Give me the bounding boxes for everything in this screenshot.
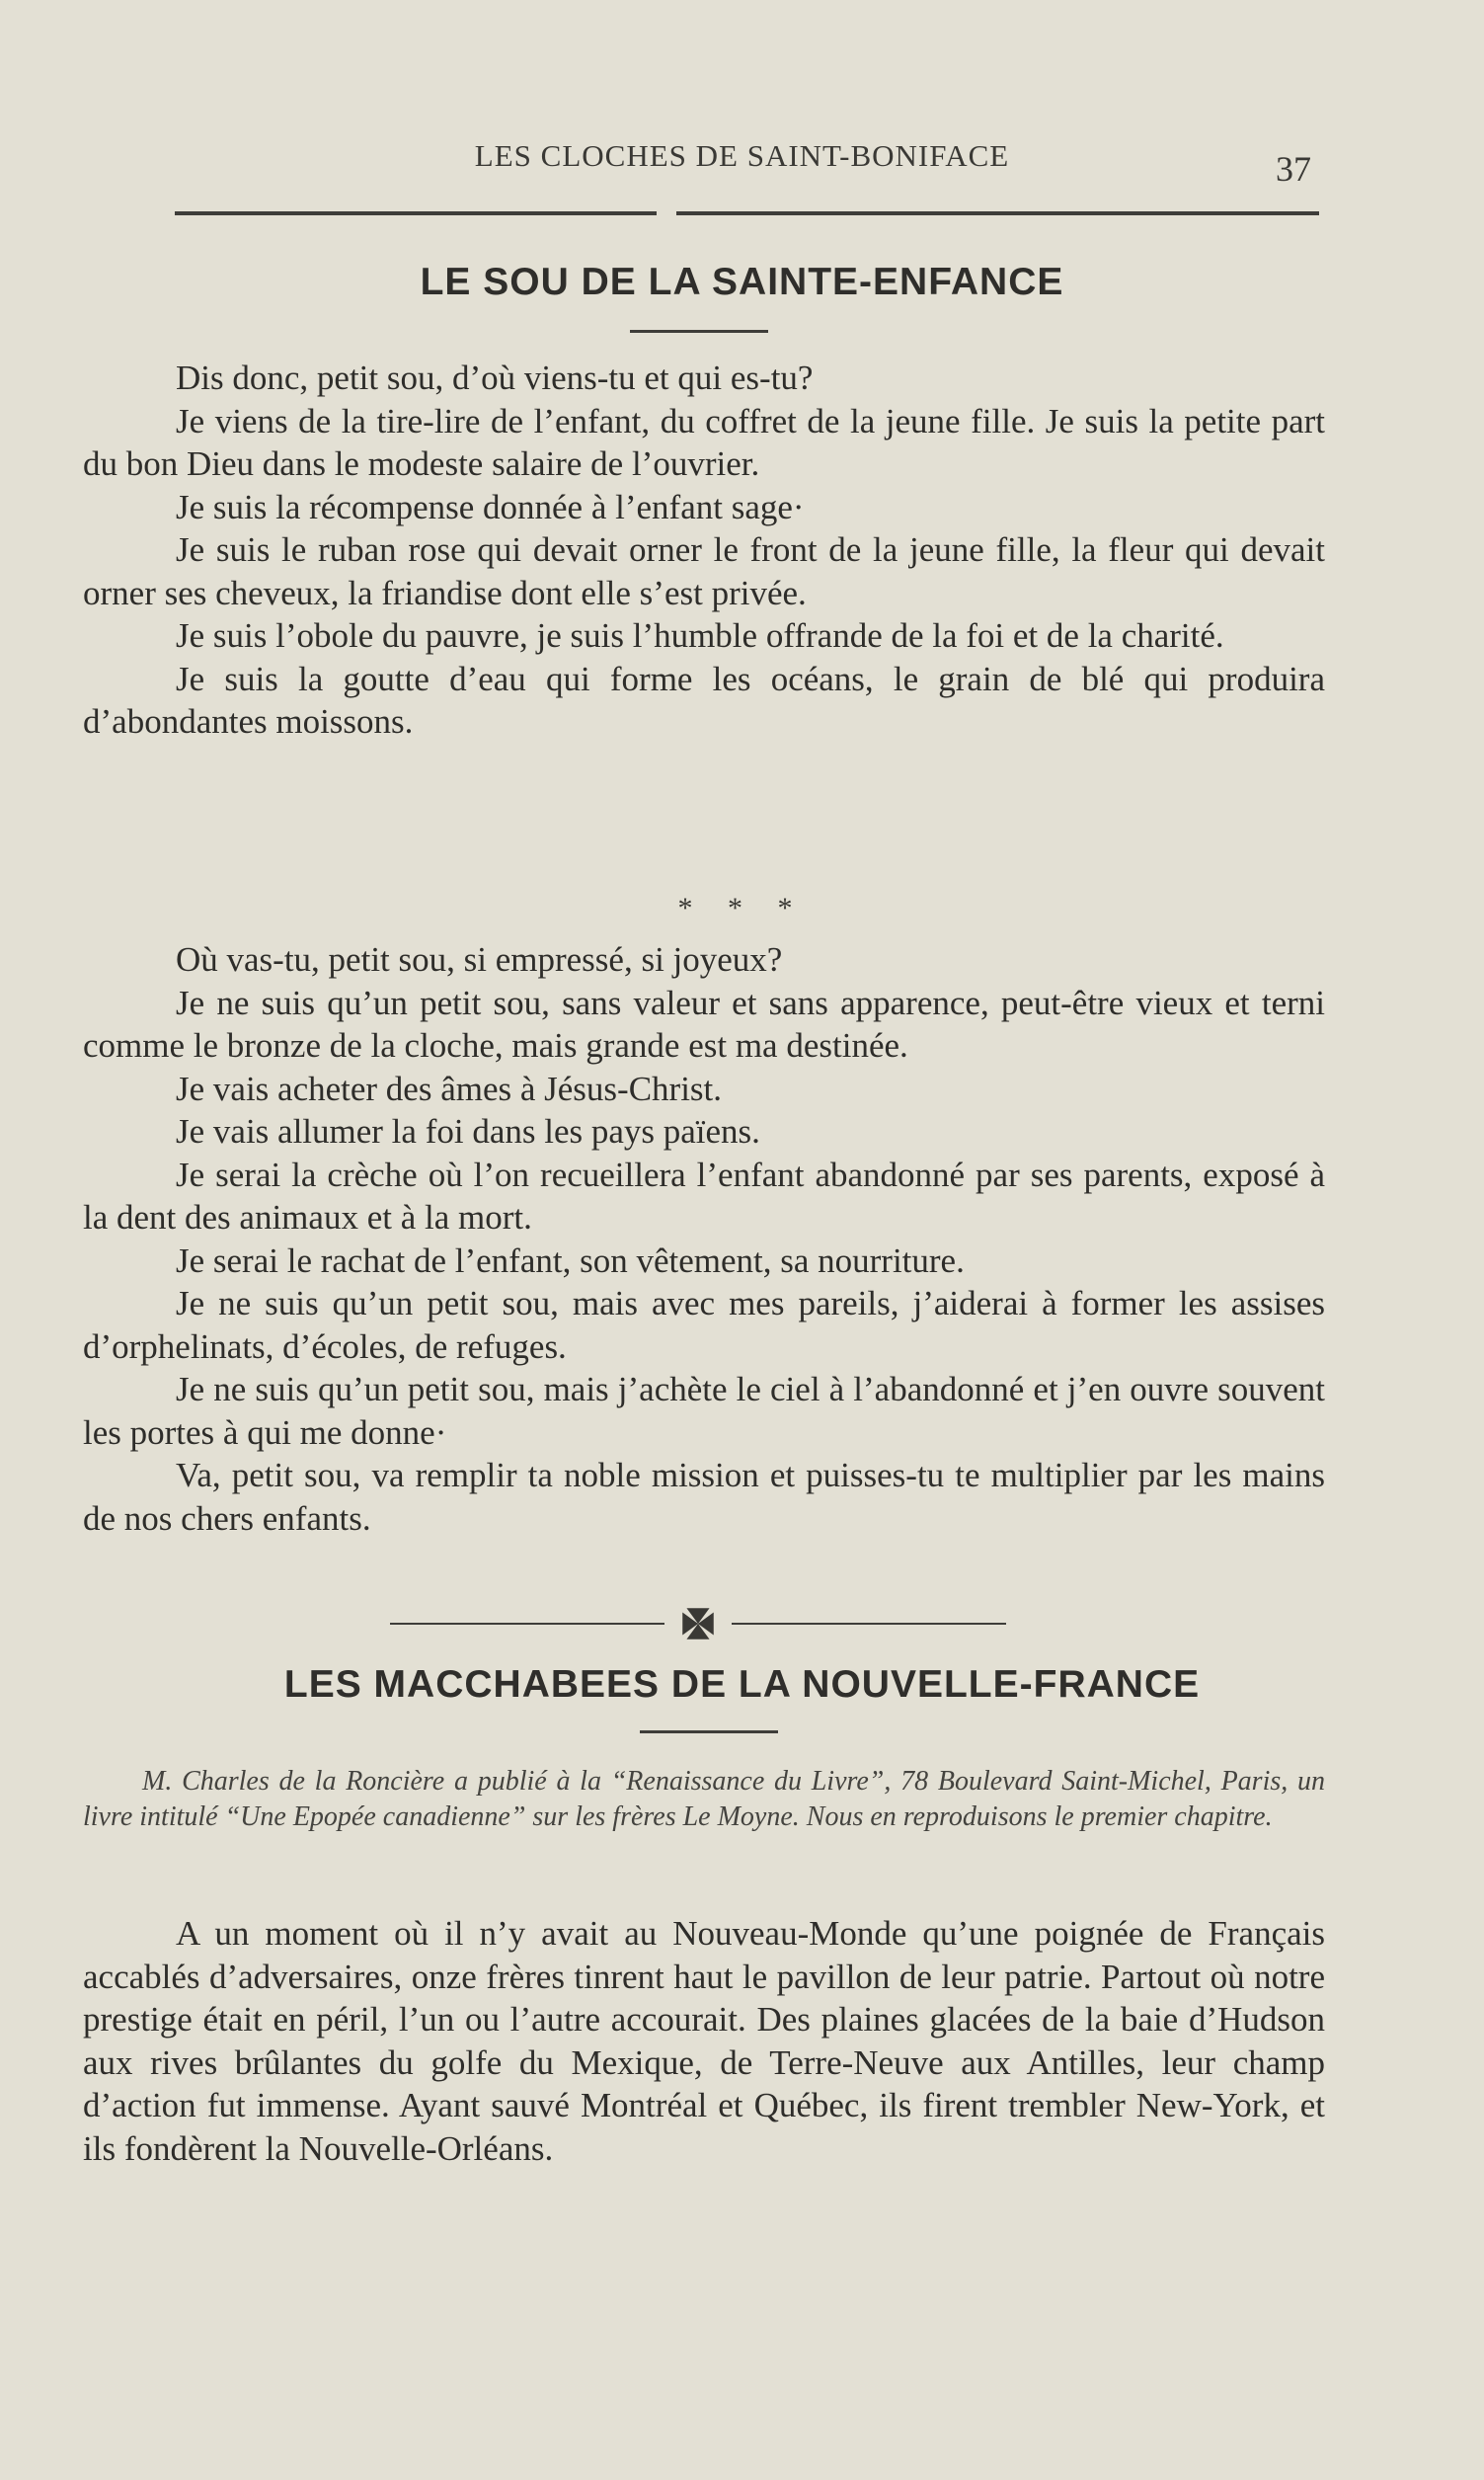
paragraph: Je ne suis qu’un petit sou, mais avec mes pareils, j’aiderai à former les assises d’orphelinats, d’écoles, de refuges. bbox=[83, 1284, 1325, 1366]
paragraph: Dis donc, petit sou, d’où viens-tu et qui es-tu? bbox=[176, 359, 814, 397]
paragraph: Je vais acheter des âmes à Jésus-Christ. bbox=[176, 1069, 723, 1108]
paragraph: Je suis la récompense donnée à l’enfant sage· bbox=[176, 487, 805, 526]
title-divider bbox=[640, 1730, 778, 1733]
paragraph: Je suis la goutte d’eau qui forme les océans, le grain de blé qui produira d’abondantes moissons. bbox=[83, 659, 1325, 741]
intro-paragraph: M. Charles de la Roncière a publié à la “Renaissance du Livre”, 78 Boulevard Saint-Michel, Paris, un livre intitulé “Une Epopée canadienne” sur les frères Le Moyne. Nous en reproduisons le premier chapitre. bbox=[83, 1766, 1325, 1832]
asterism-separator: * * * bbox=[677, 892, 807, 924]
maltese-cross-icon bbox=[677, 1603, 719, 1644]
header-rule-left bbox=[175, 211, 657, 215]
section-body-part1 bbox=[83, 357, 1325, 744]
title-divider bbox=[630, 330, 768, 333]
paragraph: A un moment où il n’y avait au Nouveau-Monde qu’une poignée de Français accablés d’adversaires, onze frères tinrent haut le pavillon de leur patrie. Partout où notre prestige était en péril, l’un ou l’autre accourait. Des plaines glacées de la baie d’Hudson aux rives brûlantes du golfe du Mexique, de Terre-Neuve aux Antilles, leur champ d’action fut immense. Ayant sauvé Montréal et Québec, ils firent trembler New-York, et ils fondèrent la Nouvelle-Orléans. bbox=[83, 1914, 1325, 2168]
ornament-line-right bbox=[732, 1623, 1006, 1625]
section-intro-note bbox=[83, 1764, 1325, 1835]
paragraph: Où vas-tu, petit sou, si empressé, si joyeux? bbox=[176, 940, 783, 979]
section-title: LES MACCHABEES DE LA NOUVELLE-FRANCE bbox=[283, 1663, 1201, 1706]
paragraph: Je serai la crèche où l’on recueillera l’enfant abandonné par ses parents, exposé à la dent des animaux et à la mort. bbox=[83, 1155, 1325, 1237]
section-body-part2 bbox=[83, 938, 1325, 1540]
section-title: LE SOU DE LA SAINTE-ENFANCE bbox=[420, 261, 1064, 303]
paragraph: Je suis le ruban rose qui devait orner le front de la jeune fille, la fleur qui devait orner ses cheveux, la friandise dont elle s’est privée. bbox=[83, 530, 1325, 612]
running-title: LES CLOCHES DE SAINT-BONIFACE bbox=[474, 138, 1010, 173]
paragraph: Je serai le rachat de l’enfant, son vêtement, sa nourriture. bbox=[176, 1240, 965, 1280]
paragraph: Va, petit sou, va remplir ta noble mission et puisses-tu te multiplier par les mains de nos chers enfants. bbox=[83, 1456, 1325, 1538]
section-body bbox=[83, 1912, 1325, 2170]
paragraph: Je vais allumer la foi dans les pays païens. bbox=[176, 1112, 760, 1151]
page-number: 37 bbox=[1276, 149, 1311, 189]
paragraph: Je viens de la tire-lire de l’enfant, du coffret de la jeune fille. Je suis la petite part du bon Dieu dans le modeste salaire de l’ouvrier. bbox=[83, 401, 1325, 483]
paragraph: Je ne suis qu’un petit sou, sans valeur et sans apparence, peut-être vieux et terni comme le bronze de la cloche, mais grande est ma destinée. bbox=[83, 983, 1325, 1065]
ornament-line-left bbox=[390, 1623, 664, 1625]
paragraph: Je ne suis qu’un petit sou, mais j’achète le ciel à l’abandonné et j’en ouvre souvent les portes à qui me donne· bbox=[83, 1370, 1325, 1452]
paragraph: Je suis l’obole du pauvre, je suis l’humble offrande de la foi et de la charité. bbox=[176, 616, 1224, 655]
header-rule-right bbox=[676, 211, 1319, 215]
